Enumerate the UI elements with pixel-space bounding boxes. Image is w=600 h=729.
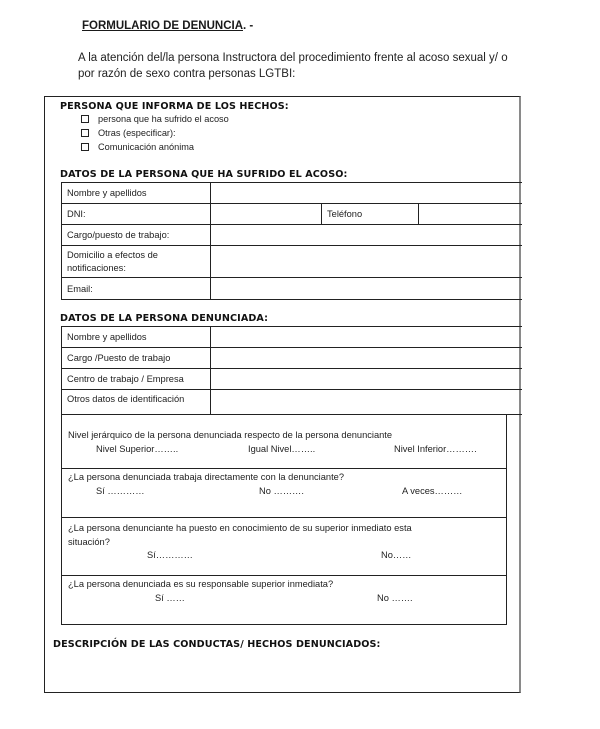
option-anonymous[interactable] bbox=[81, 142, 194, 152]
table-row bbox=[62, 369, 523, 390]
intro-line-1: A la atención del/la persona Instructora del procedimiento frente al acoso sexual y/ o bbox=[78, 52, 508, 64]
checkbox-icon[interactable] bbox=[81, 115, 89, 123]
question-hierarchy bbox=[61, 414, 507, 469]
accused-name-label: Nombre y apellidos bbox=[62, 327, 211, 348]
form-title-text: FORMULARIO DE DENUNCIA bbox=[82, 20, 243, 32]
informant-heading: PERSONA QUE INFORMA DE LOS HECHOS: bbox=[60, 101, 289, 112]
form-title bbox=[82, 20, 253, 32]
question-works-directly bbox=[61, 468, 507, 518]
answer-no[interactable]: No…… bbox=[381, 550, 412, 560]
checkbox-icon[interactable] bbox=[81, 143, 89, 151]
table-row bbox=[62, 327, 523, 348]
address-label-line-1: Domicilio a efectos de bbox=[67, 249, 158, 260]
phone-label: Teléfono bbox=[322, 204, 419, 225]
email-label: Email: bbox=[62, 278, 211, 300]
option-label: Comunicación anónima bbox=[98, 142, 195, 152]
checkbox-icon[interactable] bbox=[81, 129, 89, 137]
question-text: Nivel jerárquico de la persona denunciada respecto de la persona denunciante bbox=[68, 430, 393, 440]
description-field[interactable] bbox=[52, 655, 514, 689]
address-label bbox=[62, 246, 211, 278]
accused-name-field[interactable] bbox=[211, 327, 523, 348]
dni-label: DNI: bbox=[62, 204, 211, 225]
answer-sometimes[interactable]: A veces……… bbox=[402, 486, 463, 496]
table-row bbox=[62, 183, 523, 204]
answer-yes[interactable]: Sí ………… bbox=[96, 486, 145, 496]
question-text: ¿La persona denunciada trabaja directamente con la denunciante? bbox=[68, 472, 345, 482]
question-direct-superior bbox=[61, 575, 507, 625]
victim-table bbox=[61, 182, 522, 300]
address-label-line-2: notificaciones: bbox=[67, 262, 126, 273]
intro-text bbox=[78, 50, 538, 82]
accused-workplace-label: Centro de trabajo / Empresa bbox=[62, 369, 211, 390]
answer-superior[interactable]: Nivel Superior…….. bbox=[96, 444, 179, 454]
answer-no[interactable]: No ………. bbox=[259, 486, 304, 496]
accused-workplace-field[interactable] bbox=[211, 369, 523, 390]
position-field[interactable] bbox=[211, 225, 523, 246]
intro-line-2: por razón de sexo contra personas LGTBI: bbox=[78, 68, 296, 80]
table-row bbox=[62, 225, 523, 246]
answer-yes[interactable]: Sí………… bbox=[147, 550, 193, 560]
accused-position-field[interactable] bbox=[211, 348, 523, 369]
table-row bbox=[62, 348, 523, 369]
table-row bbox=[62, 246, 523, 278]
address-field[interactable] bbox=[211, 246, 523, 278]
dni-field[interactable] bbox=[211, 204, 322, 225]
answer-equal[interactable]: Igual Nivel…….. bbox=[248, 444, 316, 454]
answer-no[interactable]: No ……. bbox=[377, 593, 413, 603]
option-label: persona que ha sufrido el acoso bbox=[98, 114, 229, 124]
victim-heading: DATOS DE LA PERSONA QUE HA SUFRIDO EL ACOSO: bbox=[60, 169, 348, 180]
email-field[interactable] bbox=[211, 278, 523, 300]
form-title-suffix: . - bbox=[243, 20, 254, 32]
question-informed-superior bbox=[61, 517, 507, 576]
phone-field[interactable] bbox=[419, 204, 523, 225]
accused-position-label: Cargo /Puesto de trabajo bbox=[62, 348, 211, 369]
question-text-line-1: ¿La persona denunciante ha puesto en conocimiento de su superior inmediato esta bbox=[68, 523, 412, 533]
option-victim[interactable] bbox=[81, 114, 229, 124]
name-field[interactable] bbox=[211, 183, 523, 204]
position-label: Cargo/puesto de trabajo: bbox=[62, 225, 211, 246]
description-heading: DESCRIPCIÓN DE LAS CONDUCTAS/ HECHOS DENUNCIADOS: bbox=[53, 639, 381, 650]
option-other[interactable] bbox=[81, 128, 176, 138]
answer-inferior[interactable]: Nivel Inferior………. bbox=[394, 444, 477, 454]
table-row bbox=[62, 204, 523, 225]
accused-heading: DATOS DE LA PERSONA DENUNCIADA: bbox=[60, 313, 269, 324]
question-text: ¿La persona denunciada es su responsable superior inmediata? bbox=[68, 579, 334, 589]
accused-other-field[interactable] bbox=[211, 390, 523, 415]
answer-yes[interactable]: Sí …… bbox=[155, 593, 185, 603]
name-label: Nombre y apellidos bbox=[62, 183, 211, 204]
table-row bbox=[62, 390, 523, 415]
accused-table bbox=[61, 326, 522, 415]
table-row bbox=[62, 278, 523, 300]
option-label: Otras (especificar): bbox=[98, 128, 176, 138]
question-text bbox=[68, 521, 412, 549]
accused-other-label: Otros datos de identificación bbox=[62, 390, 211, 415]
question-text-line-2: situación? bbox=[68, 537, 110, 547]
